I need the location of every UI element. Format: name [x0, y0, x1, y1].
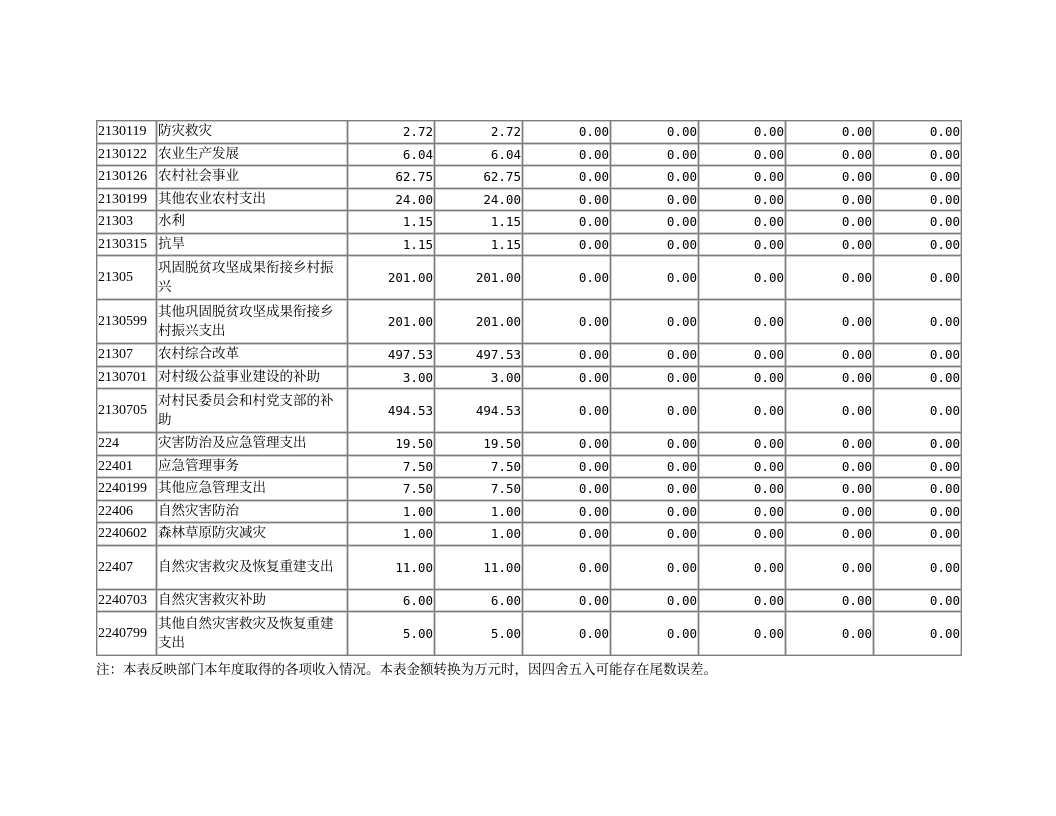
- table-row: [97, 612, 962, 656]
- amount-cell: 0.00: [611, 188, 699, 211]
- amount-cell: 0.00: [786, 143, 874, 166]
- amount-cell: 0.00: [874, 366, 962, 389]
- amount-cell: 0.00: [786, 300, 874, 344]
- subject-name-cell: 其他农业农村支出: [157, 188, 348, 211]
- amount-cell: 0.00: [699, 500, 786, 523]
- amount-cell: 0.00: [699, 143, 786, 166]
- subject-code-cell: 21305: [97, 256, 157, 300]
- amount-cell: 0.00: [523, 589, 611, 612]
- amount-cell: 0.00: [699, 523, 786, 546]
- subject-name-cell: 巩固脱贫攻坚成果衔接乡村振兴: [157, 256, 348, 300]
- amount-cell: 497.53: [435, 344, 523, 367]
- subject-code-cell: 22406: [97, 500, 157, 523]
- footnote: 注：本表反映部门本年度取得的各项收入情况。本表金额转换为万元时，因四舍五入可能存在尾数误差。: [96, 662, 717, 678]
- amount-cell: 7.50: [435, 455, 523, 478]
- subject-code-cell: 2130199: [97, 188, 157, 211]
- amount-cell: 0.00: [786, 612, 874, 656]
- amount-cell: 0.00: [786, 256, 874, 300]
- amount-cell: 0.00: [786, 166, 874, 189]
- amount-cell: 0.00: [786, 121, 874, 144]
- amount-cell: 0.00: [874, 166, 962, 189]
- amount-cell: 19.50: [435, 433, 523, 456]
- amount-cell: 0.00: [786, 545, 874, 589]
- subject-name-cell: 应急管理事务: [157, 455, 348, 478]
- amount-cell: 0.00: [523, 121, 611, 144]
- amount-cell: 0.00: [874, 344, 962, 367]
- table-row: [97, 366, 962, 389]
- amount-cell: 0.00: [523, 455, 611, 478]
- amount-cell: 0.00: [523, 389, 611, 433]
- amount-cell: 0.00: [699, 121, 786, 144]
- amount-cell: 0.00: [699, 612, 786, 656]
- amount-cell: 5.00: [435, 612, 523, 656]
- amount-cell: 0.00: [611, 233, 699, 256]
- amount-cell: 11.00: [435, 545, 523, 589]
- subject-code-cell: 2240602: [97, 523, 157, 546]
- table-row: [97, 300, 962, 344]
- amount-cell: 0.00: [874, 256, 962, 300]
- subject-name-cell: 其他巩固脱贫攻坚成果衔接乡村振兴支出: [157, 300, 348, 344]
- subject-code-cell: 224: [97, 433, 157, 456]
- amount-cell: 0.00: [786, 211, 874, 234]
- amount-cell: 0.00: [874, 523, 962, 546]
- amount-cell: 24.00: [435, 188, 523, 211]
- amount-cell: 24.00: [348, 188, 435, 211]
- amount-cell: 0.00: [523, 211, 611, 234]
- amount-cell: 0.00: [523, 256, 611, 300]
- amount-cell: 201.00: [348, 300, 435, 344]
- amount-cell: 0.00: [699, 256, 786, 300]
- amount-cell: 0.00: [611, 455, 699, 478]
- subject-name-cell: 防灾救灾: [157, 121, 348, 144]
- amount-cell: 0.00: [699, 589, 786, 612]
- amount-cell: 7.50: [348, 455, 435, 478]
- amount-cell: 0.00: [874, 433, 962, 456]
- amount-cell: 2.72: [348, 121, 435, 144]
- amount-cell: 0.00: [699, 433, 786, 456]
- subject-name-cell: 农村综合改革: [157, 344, 348, 367]
- subject-name-cell: 抗旱: [157, 233, 348, 256]
- amount-cell: 0.00: [786, 433, 874, 456]
- amount-cell: 0.00: [611, 366, 699, 389]
- subject-code-cell: 21307: [97, 344, 157, 367]
- table-row: [97, 344, 962, 367]
- subject-code-cell: 2130119: [97, 121, 157, 144]
- amount-cell: 0.00: [874, 478, 962, 501]
- amount-cell: 0.00: [874, 500, 962, 523]
- amount-cell: 0.00: [523, 166, 611, 189]
- amount-cell: 0.00: [523, 188, 611, 211]
- amount-cell: 0.00: [523, 523, 611, 546]
- amount-cell: 0.00: [523, 143, 611, 166]
- subject-code-cell: 2240703: [97, 589, 157, 612]
- subject-name-cell: 自然灾害救灾及恢复重建支出: [157, 545, 348, 589]
- amount-cell: 0.00: [786, 589, 874, 612]
- amount-cell: 62.75: [435, 166, 523, 189]
- table-row: [97, 121, 962, 144]
- amount-cell: 0.00: [874, 545, 962, 589]
- amount-cell: 0.00: [699, 389, 786, 433]
- subject-name-cell: 自然灾害防治: [157, 500, 348, 523]
- amount-cell: 0.00: [874, 233, 962, 256]
- table-row: [97, 188, 962, 211]
- amount-cell: 6.04: [348, 143, 435, 166]
- amount-cell: 0.00: [523, 612, 611, 656]
- amount-cell: 0.00: [786, 523, 874, 546]
- amount-cell: 5.00: [348, 612, 435, 656]
- subject-name-cell: 农村社会事业: [157, 166, 348, 189]
- table-row: [97, 589, 962, 612]
- income-table: [96, 120, 962, 656]
- amount-cell: 6.04: [435, 143, 523, 166]
- amount-cell: 0.00: [786, 500, 874, 523]
- amount-cell: 0.00: [699, 233, 786, 256]
- amount-cell: 1.00: [435, 523, 523, 546]
- subject-code-cell: 2130599: [97, 300, 157, 344]
- amount-cell: 0.00: [523, 366, 611, 389]
- amount-cell: 0.00: [699, 344, 786, 367]
- subject-code-cell: 22401: [97, 455, 157, 478]
- amount-cell: 1.15: [348, 211, 435, 234]
- table-row: [97, 233, 962, 256]
- amount-cell: 0.00: [874, 300, 962, 344]
- amount-cell: 0.00: [523, 478, 611, 501]
- subject-code-cell: 2130705: [97, 389, 157, 433]
- amount-cell: 0.00: [786, 389, 874, 433]
- amount-cell: 0.00: [611, 433, 699, 456]
- subject-name-cell: 森林草原防灾减灾: [157, 523, 348, 546]
- amount-cell: 0.00: [699, 166, 786, 189]
- amount-cell: 0.00: [523, 233, 611, 256]
- amount-cell: 0.00: [786, 188, 874, 211]
- subject-code-cell: 22407: [97, 545, 157, 589]
- amount-cell: 0.00: [611, 523, 699, 546]
- amount-cell: 0.00: [874, 121, 962, 144]
- amount-cell: 0.00: [523, 545, 611, 589]
- amount-cell: 0.00: [699, 366, 786, 389]
- amount-cell: 0.00: [874, 612, 962, 656]
- amount-cell: 0.00: [611, 166, 699, 189]
- amount-cell: 3.00: [348, 366, 435, 389]
- table-row: [97, 455, 962, 478]
- subject-name-cell: 对村民委员会和村党支部的补助: [157, 389, 348, 433]
- amount-cell: 0.00: [523, 344, 611, 367]
- amount-cell: 11.00: [348, 545, 435, 589]
- amount-cell: 62.75: [348, 166, 435, 189]
- amount-cell: 0.00: [786, 455, 874, 478]
- amount-cell: 0.00: [611, 478, 699, 501]
- table-row: [97, 389, 962, 433]
- amount-cell: 0.00: [786, 344, 874, 367]
- amount-cell: 0.00: [786, 233, 874, 256]
- amount-cell: 0.00: [699, 478, 786, 501]
- table-row: [97, 545, 962, 589]
- amount-cell: 201.00: [435, 300, 523, 344]
- subject-name-cell: 自然灾害救灾补助: [157, 589, 348, 612]
- amount-cell: 0.00: [523, 300, 611, 344]
- amount-cell: 19.50: [348, 433, 435, 456]
- amount-cell: 0.00: [611, 589, 699, 612]
- amount-cell: 0.00: [611, 211, 699, 234]
- table-body: [97, 121, 962, 656]
- table-row: [97, 478, 962, 501]
- amount-cell: 0.00: [874, 143, 962, 166]
- subject-code-cell: 2130126: [97, 166, 157, 189]
- subject-code-cell: 2240799: [97, 612, 157, 656]
- amount-cell: 7.50: [435, 478, 523, 501]
- amount-cell: 0.00: [699, 545, 786, 589]
- amount-cell: 497.53: [348, 344, 435, 367]
- amount-cell: 1.15: [435, 233, 523, 256]
- amount-cell: 0.00: [523, 433, 611, 456]
- subject-name-cell: 灾害防治及应急管理支出: [157, 433, 348, 456]
- amount-cell: 1.15: [348, 233, 435, 256]
- amount-cell: 0.00: [874, 455, 962, 478]
- amount-cell: 0.00: [699, 455, 786, 478]
- amount-cell: 3.00: [435, 366, 523, 389]
- amount-cell: 1.15: [435, 211, 523, 234]
- subject-code-cell: 2130315: [97, 233, 157, 256]
- amount-cell: 1.00: [348, 500, 435, 523]
- amount-cell: 0.00: [611, 121, 699, 144]
- subject-code-cell: 2130122: [97, 143, 157, 166]
- subject-code-cell: 2240199: [97, 478, 157, 501]
- amount-cell: 494.53: [348, 389, 435, 433]
- amount-cell: 0.00: [786, 478, 874, 501]
- amount-cell: 0.00: [611, 612, 699, 656]
- amount-cell: 0.00: [786, 366, 874, 389]
- amount-cell: 494.53: [435, 389, 523, 433]
- subject-name-cell: 对村级公益事业建设的补助: [157, 366, 348, 389]
- amount-cell: 7.50: [348, 478, 435, 501]
- table-row: [97, 256, 962, 300]
- subject-name-cell: 其他应急管理支出: [157, 478, 348, 501]
- amount-cell: 0.00: [611, 143, 699, 166]
- amount-cell: 0.00: [699, 211, 786, 234]
- amount-cell: 0.00: [699, 188, 786, 211]
- amount-cell: 6.00: [435, 589, 523, 612]
- table-row: [97, 143, 962, 166]
- amount-cell: 1.00: [435, 500, 523, 523]
- amount-cell: 0.00: [874, 589, 962, 612]
- amount-cell: 1.00: [348, 523, 435, 546]
- subject-name-cell: 水利: [157, 211, 348, 234]
- table-row: [97, 500, 962, 523]
- amount-cell: 0.00: [611, 256, 699, 300]
- table-row: [97, 523, 962, 546]
- amount-cell: 0.00: [611, 344, 699, 367]
- amount-cell: 0.00: [523, 500, 611, 523]
- table-row: [97, 433, 962, 456]
- amount-cell: 0.00: [611, 300, 699, 344]
- amount-cell: 0.00: [611, 389, 699, 433]
- amount-cell: 0.00: [874, 389, 962, 433]
- table-row: [97, 166, 962, 189]
- table-row: [97, 211, 962, 234]
- amount-cell: 2.72: [435, 121, 523, 144]
- subject-name-cell: 其他自然灾害救灾及恢复重建支出: [157, 612, 348, 656]
- subject-code-cell: 2130701: [97, 366, 157, 389]
- amount-cell: 0.00: [874, 188, 962, 211]
- amount-cell: 0.00: [874, 211, 962, 234]
- subject-code-cell: 21303: [97, 211, 157, 234]
- amount-cell: 201.00: [348, 256, 435, 300]
- amount-cell: 0.00: [699, 300, 786, 344]
- subject-name-cell: 农业生产发展: [157, 143, 348, 166]
- amount-cell: 0.00: [611, 545, 699, 589]
- amount-cell: 0.00: [611, 500, 699, 523]
- amount-cell: 6.00: [348, 589, 435, 612]
- amount-cell: 201.00: [435, 256, 523, 300]
